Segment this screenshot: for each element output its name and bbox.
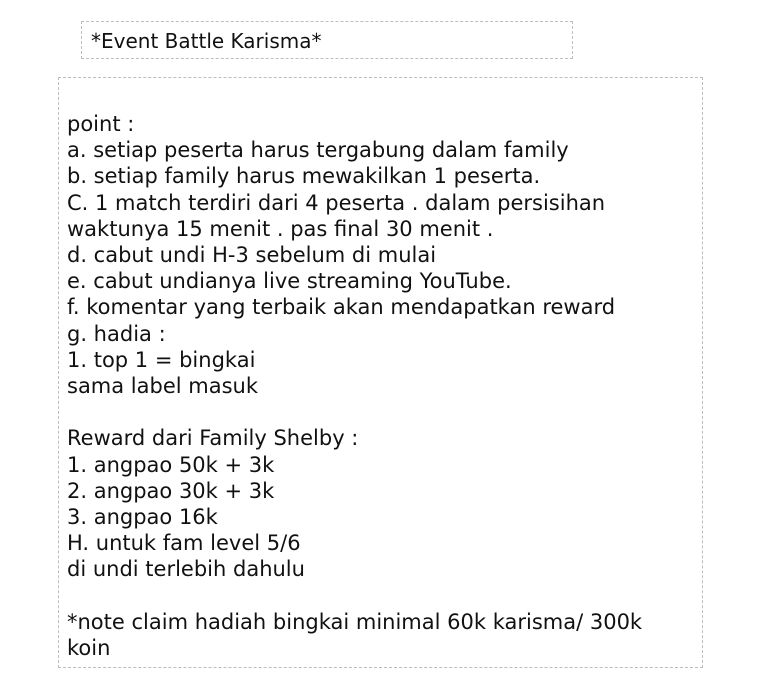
blank-line (67, 399, 697, 425)
content-box (58, 77, 703, 668)
text-line: point : (67, 112, 135, 136)
text-line: H. untuk fam level 5/6 (67, 531, 301, 556)
text-line: sama label masuk (67, 374, 259, 399)
text-line: a. setiap peserta harus tergabung dalam family (67, 138, 569, 163)
text-line: g. hadia : (67, 321, 166, 346)
text-line: waktunya 15 menit . pas final 30 menit . (67, 216, 494, 241)
title-box (81, 21, 573, 59)
text-line: d. cabut undi H-3 sebelum di mulai (67, 243, 437, 268)
text-line: Reward dari Family Shelby : (67, 426, 359, 451)
text-line: f. komentar yang terbaik akan mendapatkan reward (67, 295, 616, 320)
text-line: e. cabut undianya live streaming YouTube. (67, 269, 512, 294)
event-title: *Event Battle Karisma* (91, 29, 322, 53)
text-line: di undi terlebih dahulu (67, 557, 305, 582)
event-rules (67, 111, 697, 661)
text-line: 1. top 1 = bingkai (67, 347, 256, 372)
text-line: *note claim hadiah bingkai minimal 60k karisma/ 300k (67, 609, 643, 634)
text-line: koin (67, 636, 111, 661)
text-line: 3. angpao 16k (67, 505, 218, 530)
text-line: 1. angpao 50k + 3k (67, 452, 275, 477)
text-line: 2. angpao 30k + 3k (67, 478, 275, 503)
text-line: C. 1 match terdiri dari 4 peserta . dalam persisihan (67, 190, 606, 215)
blank-line (67, 583, 697, 609)
text-line: b. setiap family harus mewakilkan 1 peserta. (67, 164, 541, 189)
